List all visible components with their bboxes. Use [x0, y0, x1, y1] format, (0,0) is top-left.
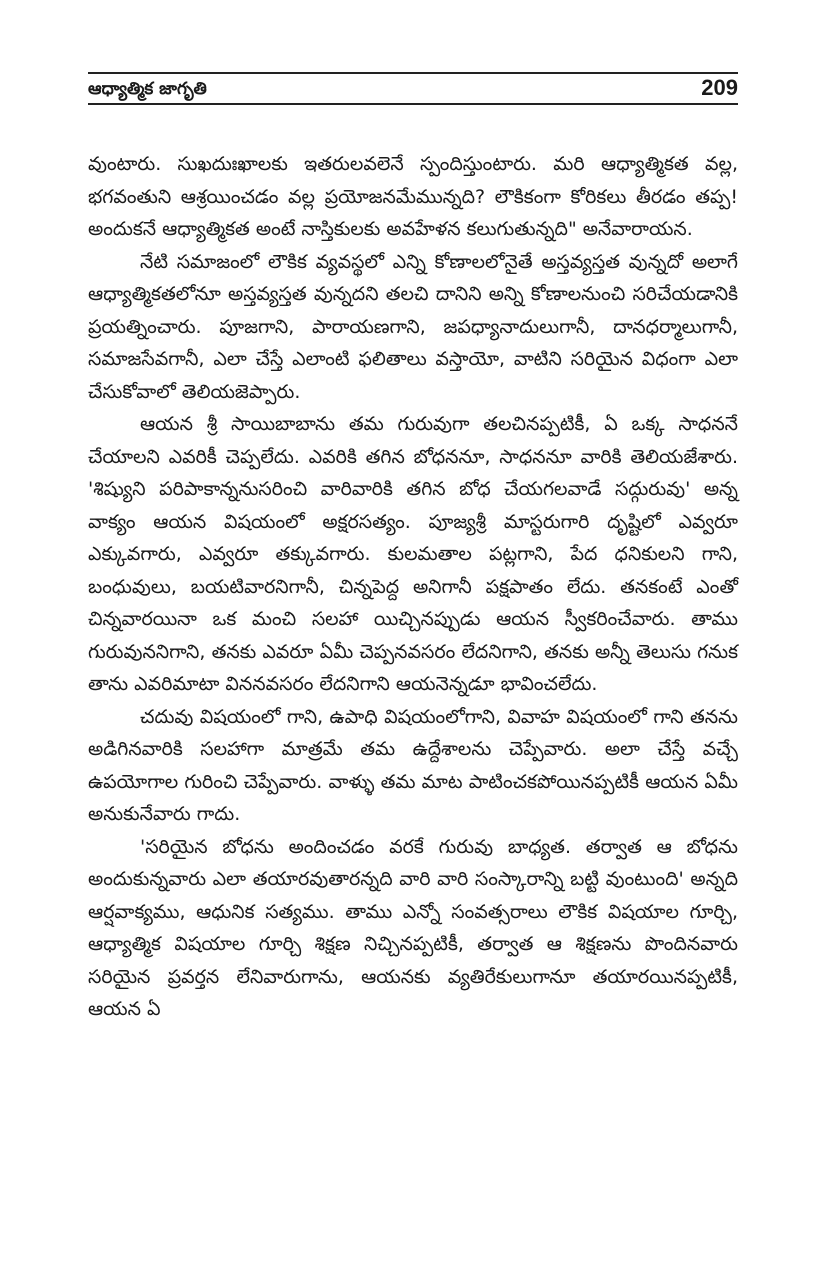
page-header	[88, 72, 738, 106]
paragraph-continued: వుంటారు. సుఖదుఃఖాలకు ఇతరులవలెనే స్పందిస్తుంటారు. మరి ఆధ్యాత్మికత వల్ల, భగవంతుని ఆశ్రయించడం వల్ల ప్రయోజనమేమున్నది? లౌకికంగా కోరికలు తీరడం తప్ప! అందుకనే ఆధ్యాత్మికత అంటే నాస్తికులకు అవహేళన కలుగుతున్నది" అనేవారాయన.	[88, 153, 738, 240]
book-page	[88, 72, 738, 1026]
header-top-rule	[88, 72, 738, 74]
running-head-title: ఆధ్యాత్మిక జాగృతి	[88, 79, 207, 99]
page-number: 209	[701, 75, 738, 100]
paragraph: చదువు విషయంలో గాని, ఉపాధి విషయంలోగాని, వివాహ విషయంలో గాని తనను అడిగినవారికి సలహాగా మాత్రమే తమ ఉద్దేశాలను చెప్పేవారు. అలా చేస్తే వచ్చే ఉపయోగాల గురించి చెప్పేవారు. వాళ్ళు తమ మాట పాటించకపోయినప్పటికీ ఆయన ఏమీ అనుకునేవారు గాదు.	[88, 705, 738, 825]
body-text	[88, 148, 738, 1026]
header-bottom-rule	[88, 103, 738, 105]
paragraph: ఆయన శ్రీ సాయిబాబాను తమ గురువుగా తలచినప్పటికీ, ఏ ఒక్క సాధననే చేయాలని ఎవరికీ చెప్పలేదు. ఎవరికి తగిన బోధననూ, సాధననూ వారికి తెలియజేశారు. 'శిష్యుని పరిపాకాన్ననుసరించి వారివారికి తగిన బోధ చేయగలవాడే సద్గురువు' అన్న వాక్యం ఆయన విషయంలో అక్షరసత్యం. పూజ్యశ్రీ మాస్టరుగారి దృష్టిలో ఎవ్వరూ ఎక్కువగారు, ఎవ్వరూ తక్కువగారు. కులమతాల పట్లగాని, పేద ధనికులని గాని, బంధువులు, బయటివారనిగానీ, చిన్నపెద్ద అనిగానీ పక్షపాతం లేదు. తనకంటే ఎంతో చిన్నవారయినా ఒక మంచి సలహా యిచ్చినప్పుడు ఆయన స్వీకరించేవారు. తాము గురువుననిగాని, తనకు ఎవరూ ఏమీ చెప్పనవసరం లేదనిగాని, తనకు అన్నీ తెలుసు గనుక తాను ఎవరిమాటా విననవసరం లేదనిగాని ఆయనెన్నడూ భావించలేదు.	[88, 413, 738, 695]
paragraph: నేటి సమాజంలో లౌకిక వ్యవస్థలో ఎన్ని కోణాలలోనైతే అస్తవ్యస్తత వున్నదో అలాగే ఆధ్యాత్మికతలోనూ అస్తవ్యస్తత వున్నదని తలచి దానిని అన్ని కోణాలనుంచి సరిచేయడానికి ప్రయత్నించారు. పూజగాని, పారాయణగాని, జపధ్యానాదులుగానీ, దానధర్మాలుగానీ, సమాజసేవగానీ, ఎలా చేస్తే ఎలాంటి ఫలితాలు వస్తాయో, వాటిని సరియైన విధంగా ఎలా చేసుకోవాలో తెలియజెప్పారు.	[88, 250, 738, 403]
paragraph: 'సరియైన బోధను అందించడం వరకే గురువు బాధ్యత. తర్వాత ఆ బోధను అందుకున్నవారు ఎలా తయారవుతారన్నది వారి వారి సంస్కారాన్ని బట్టి వుంటుంది' అన్నది ఆర్షవాక్యము, ఆధునిక సత్యము. తాము ఎన్నో సంవత్సరాలు లౌకిక విషయాల గూర్చి, ఆధ్యాత్మిక విషయాల గూర్చి శిక్షణ నిచ్చినప్పటికీ, తర్వాత ఆ శిక్షణను పొందినవారు సరియైన ప్రవర్తన లేనివారుగాను, ఆయనకు వ్యతిరేకులుగానూ తయారయినప్పటికీ, ఆయన ఏ	[88, 835, 738, 1020]
